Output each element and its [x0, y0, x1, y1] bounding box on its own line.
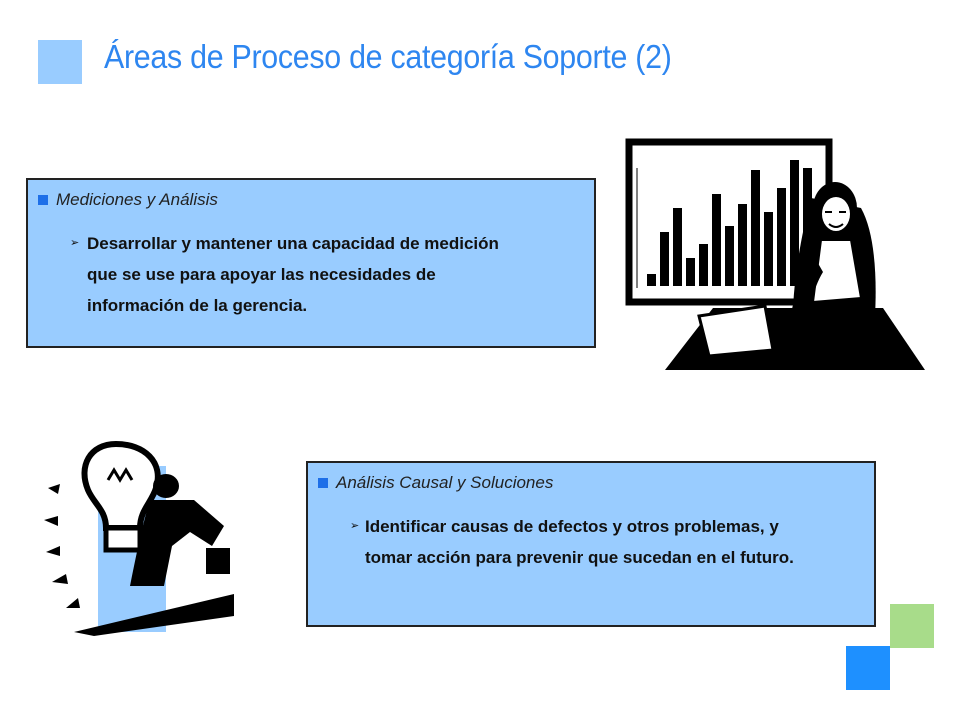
analisis-causal-description [365, 511, 870, 573]
bullet-square-icon [38, 195, 48, 205]
corner-green-square [890, 604, 934, 648]
page-title: Áreas de Proceso de categoría Soporte (2) [104, 38, 672, 75]
corner-blue-square [846, 646, 890, 690]
mediciones-heading [38, 190, 218, 210]
chart-presenter-clipart [625, 138, 935, 378]
mediciones-heading-text: Mediciones y Análisis [56, 190, 218, 209]
analisis-causal-heading-text: Análisis Causal y Soluciones [336, 473, 554, 492]
analisis-causal-line-1: Identificar causas de defectos y otros problemas, y [365, 517, 779, 536]
title-accent-square [38, 40, 82, 84]
analisis-causal-heading [318, 473, 553, 493]
analisis-causal-line-2: tomar acción para prevenir que sucedan en el futuro. [365, 548, 794, 567]
mediciones-line-3: información de la gerencia. [87, 296, 308, 315]
arrow-bullet-icon: ➢ [350, 520, 360, 532]
arrow-bullet-icon: ➢ [70, 237, 80, 249]
mediciones-line-2: que se use para apoyar las necesidades de [87, 265, 436, 284]
mediciones-line-1: Desarrollar y mantener una capacidad de medición [87, 234, 499, 253]
lightbulb-man-clipart [44, 436, 244, 636]
bullet-square-icon [318, 478, 328, 488]
mediciones-description [87, 228, 587, 321]
